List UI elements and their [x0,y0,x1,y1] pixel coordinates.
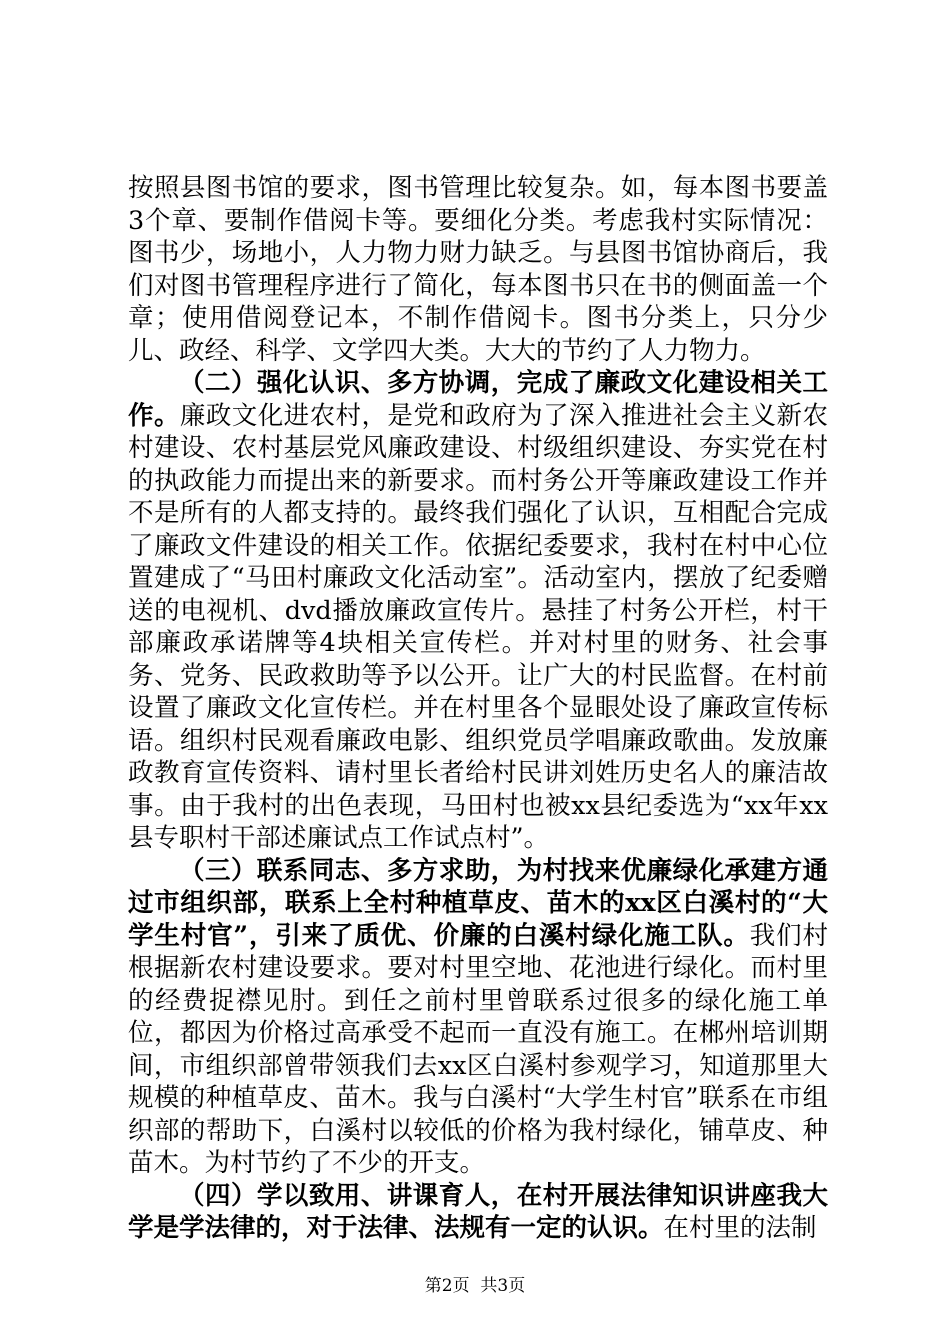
paragraph-text: 按照县图书馆的要求，图书管理比较复杂。如，每本图书要盖3个章、要制作借阅卡等。要细化分类。考虑我村实际情况：图书少，场地小，人力物力财力缺乏。与县图书馆协商后，我们对图书管理程序进行了简化，每本图书只在书的侧面盖一个章；使用借阅登记本，不制作借阅卡。图书分类上，只分少儿、政经、科学、文学四大类。大大的节约了人力物力。 [128,173,828,366]
paragraph-library-management [128,172,828,367]
paragraph-text: 在村里的法制 [663,1213,817,1243]
paragraph-text: 我们村根据新农村建设要求。要对村里空地、花池进行绿化。而村里的经费捉襟见肘。到任之前村里曾联系过很多的绿化施工单位，都因为价格过高承受不起而一直没有施工。在郴州培训期间，市组织部曾带领我们去xx区白溪村参观学习，知道那里大规模的种植草皮、苗木。我与白溪村“大学生村官”联系在市组织部的帮助下，白溪村以较低的价格为我村绿化，铺草皮、种苗木。为村节约了不少的开支。 [128,920,828,1178]
section-heading-3: （三）联系同志、多方求助，为村找来优廉绿化承建方通过市组织部，联系上全村种植草皮、苗木的xx区白溪村的“大学生村官”，引来了质优、价廉的白溪村绿化施工队。 [128,855,828,951]
section-heading-2: （二）强化认识、多方协调，完成了廉政文化建设相关工作。 [128,368,828,431]
paragraph-text: 廉政文化进农村，是党和政府为了深入推进社会主义新农村建设、农村基层党风廉政建设、村级组织建设、夯实党在村的执政能力而提出来的新要求。而村务公开等廉政建设工作并不是所有的人都支持的。最终我们强化了认识，互相配合完成了廉政文件建设的相关工作。依据纪委要求，我村在村中心位置建成了“马田村廉政文化活动室”。活动室内，摆放了纪委赠送的电视机、dvd播放廉政宣传片。悬挂了村务公开栏，村干部廉政承诺牌等4块相关宣传栏。并对村里的财务、社会事务、党务、民政救助等予以公开。让广大的村民监督。在村前设置了廉政文化宣传栏。并在村里各个显眼处设了廉政宣传标语。组织村民观看廉政电影、组织党员学唱廉政歌曲。发放廉政教育宣传资料、请村里长者给村民讲刘姓历史名人的廉洁故事。由于我村的出色表现，马田村也被xx县纪委选为“xx年xx县专职村干部述廉试点工作试点村”。 [128,400,828,853]
section-heading-4: （四）学以致用、讲课育人，在村开展法律知识讲座我大学是学法律的，对于法律、法规有一定的认识。 [128,1180,828,1243]
document-body [128,172,828,1245]
paragraph-legal-lectures [128,1180,828,1245]
page-number-footer: 第2页 共3页 [424,1276,526,1296]
paragraph-greening-contractor [128,855,828,1180]
paragraph-anti-corruption-culture [128,367,828,855]
